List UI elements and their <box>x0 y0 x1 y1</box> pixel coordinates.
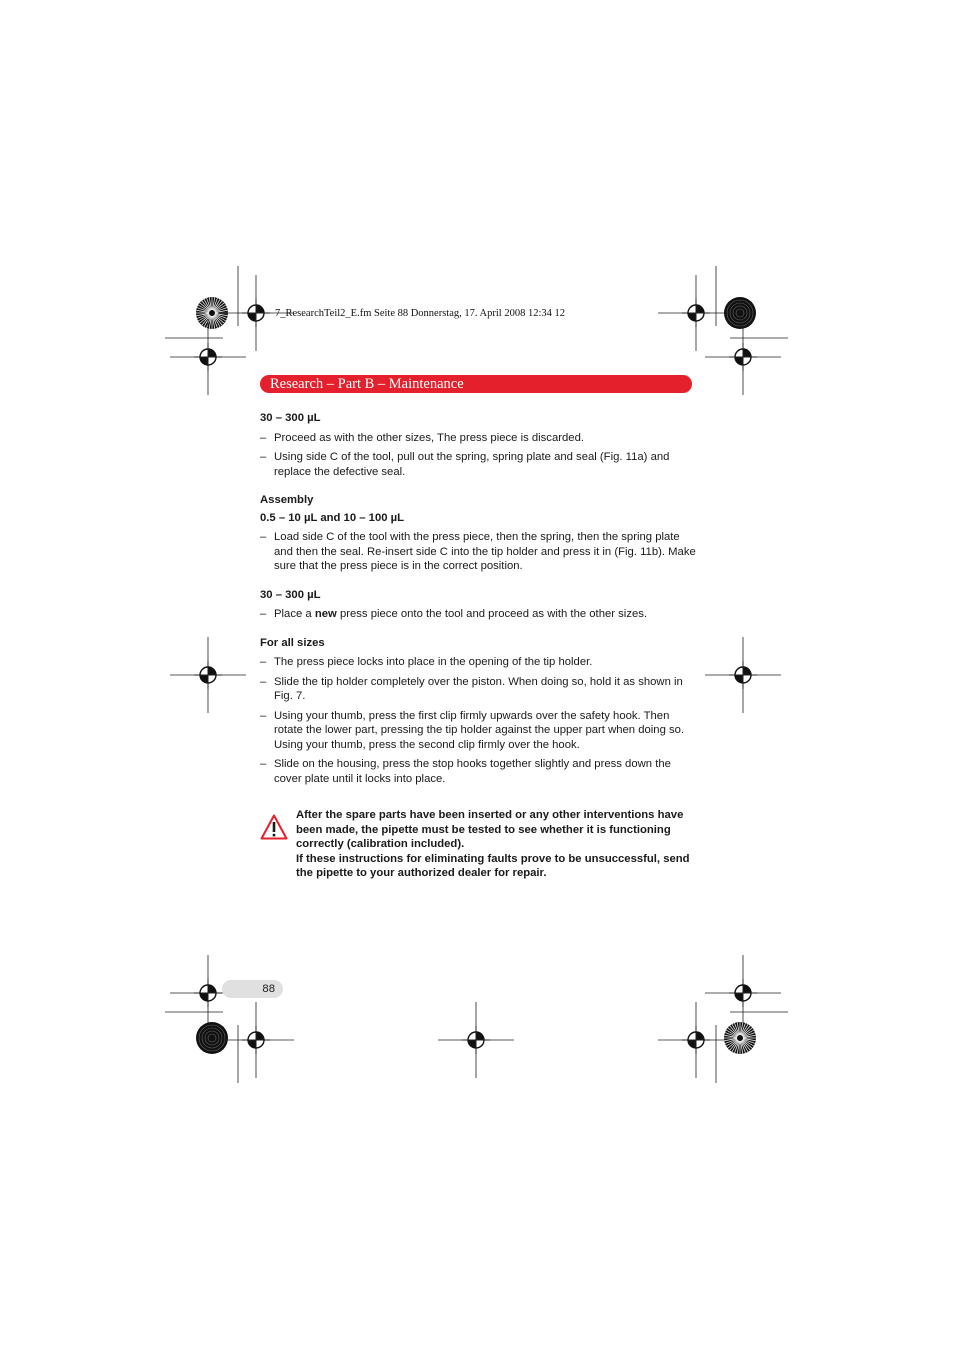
starburst-mark-icon <box>724 1022 756 1054</box>
page-number: 88 <box>262 983 275 995</box>
list-item <box>260 530 700 574</box>
section-heading-30-300: 30 – 300 µL <box>260 412 321 424</box>
section-header-bar <box>260 375 692 393</box>
list-item-text: Using side C of the tool, pull out the spring, spring plate and seal (Fig. 11a) and replace the defective seal. <box>274 451 670 478</box>
assembly-heading: Assembly <box>260 494 314 506</box>
warning-triangle-icon <box>260 814 288 840</box>
section-header-title: Research – Part B – Maintenance <box>270 376 464 392</box>
list-item <box>260 675 700 704</box>
for-all-sizes-heading: For all sizes <box>260 636 325 649</box>
print-slug: 7_ResearchTeil2_E.fm Seite 88 Donnerstag, 17. April 2008 12:34 12 <box>275 308 566 319</box>
list-item <box>260 607 700 622</box>
list-item <box>260 431 700 446</box>
list-item-text: Place a <box>274 608 315 620</box>
page-number-tab <box>222 980 283 998</box>
list-item-text: Slide on the housing, press the stop hooks together slightly and press down the cover plate until it locks into place. <box>274 758 671 785</box>
dash-marker: – <box>260 451 267 463</box>
list-item-text: The press piece locks into place in the opening of the tip holder. <box>274 656 593 668</box>
dash-marker: – <box>260 431 267 444</box>
warning-text <box>296 808 696 881</box>
ring-mark-icon <box>196 1022 228 1054</box>
list-item <box>260 709 700 753</box>
warning-line-2: If these instructions for eliminating faults prove to be unsuccessful, send the pipette to your authorized dealer for repair. <box>296 852 690 879</box>
emphasis-new: new <box>314 608 337 620</box>
list-item-text: Proceed as with the other sizes, The press piece is discarded. <box>274 431 584 444</box>
dash-marker: – <box>260 531 267 543</box>
ring-mark-icon <box>724 297 756 329</box>
page-content <box>260 411 700 786</box>
assembly-subheading: 0.5 – 10 µL and 10 – 100 µL <box>260 511 405 524</box>
warning-line-1: After the spare parts have been inserted or any other interventions have been made, the pipette must be tested to see whether it is functioning correctly (calibration included). <box>296 809 684 850</box>
list-item <box>260 655 700 670</box>
list-item-text: Load side C of the tool with the press piece, then the spring, then the spring plate and then the seal. Re-insert side C into the tip holder and press it in (Fig. 11b). Make sure that the press piece is in the correct position. <box>274 531 696 572</box>
dash-marker: – <box>260 656 267 668</box>
dash-marker: – <box>260 709 267 722</box>
section-heading-30-300-assembly: 30 – 300 µL <box>260 588 321 601</box>
list-item-text: Using your thumb, press the first clip firmly upwards over the safety hook. Then rotate the lower part, pressing the tip holder against the upper part when doing so. Using your thumb, press the second clip firmly over the hook. <box>274 709 685 751</box>
dash-marker: – <box>260 675 267 688</box>
list-item <box>260 450 700 479</box>
list-item-text: Slide the tip holder completely over the piston. When doing so, hold it as shown in Fig. 7. <box>274 675 683 702</box>
dash-marker: – <box>260 608 267 620</box>
list-item-text: press piece onto the tool and proceed as with the other sizes. <box>336 608 648 620</box>
list-item <box>260 757 700 786</box>
dash-marker: – <box>260 758 267 770</box>
